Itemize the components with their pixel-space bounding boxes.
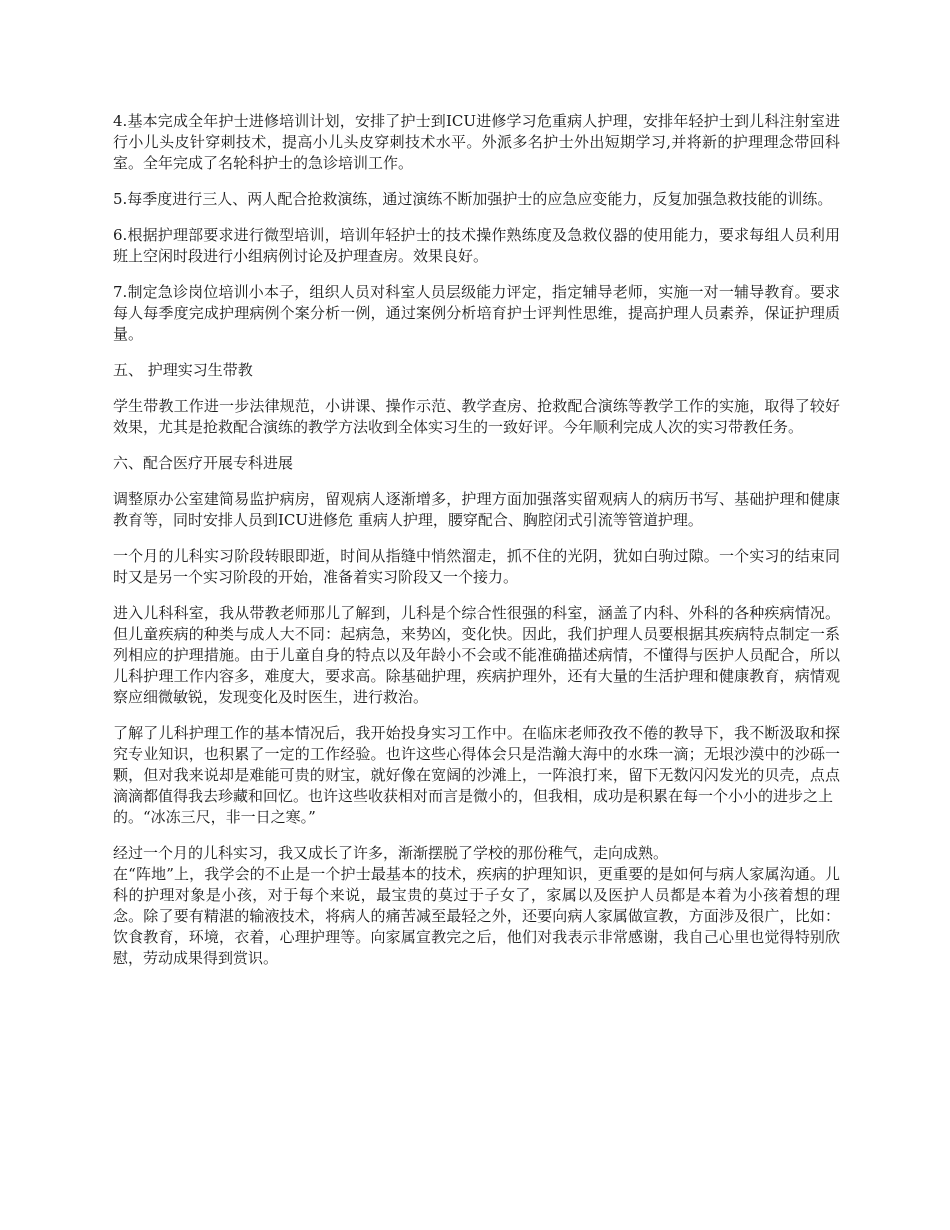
paragraph-internship-intro: 一个月的儿科实习阶段转眼即逝，时间从指缝中悄然溜走，抓不住的光阴，犹如白驹过隙。一个实习的结束同时又是另一个实习阶段的开始，准备着实习阶段又一个接力。 — [113, 547, 840, 586]
document-body — [113, 111, 840, 984]
paragraph-item-7: 7.制定急诊岗位培训小本子，组织人员对科室人员层级能力评定，指定辅导老师，实施一对一辅导教育。要求每人每季度完成护理病例个案分析一例，通过案例分析培育护士评判性思维，提高护理人员素养，保证护理质量。 — [113, 283, 840, 343]
section-heading-6: 六、配合医疗开展专科进展 — [113, 454, 294, 472]
section-heading-5: 五、 护理实习生带教 — [113, 361, 253, 379]
paragraph-item-5: 5.每季度进行三人、两人配合抢救演练，通过演练不断加强护士的应急应变能力，反复加强急救技能的训练。 — [113, 190, 833, 208]
paragraph-pediatrics-overview: 进入儿科科室，我从带教老师那儿了解到，儿科是个综合性很强的科室，涵盖了内科、外科的各种疾病情况。但儿童疾病的种类与成人大不同：起病急，来势凶，变化快。因此，我们护理人员要根据其疾病特点制定一系列相应的护理措施。由于儿童自身的特点以及年龄小不会或不能准确描述病情，不懂得与医护人员配合，所以儿科护理工作内容多，难度大，要求高。除基础护理，疾病护理外，还有大量的生活护理和健康教育，病情观察应细微敏锐，发现变化及时医生，进行救治。 — [113, 604, 840, 706]
paragraph-specialty-progress: 调整原办公室建简易监护病房，留观病人逐渐增多，护理方面加强落实留观病人的病历书写、基础护理和健康教育等，同时安排人员到ICU进修危 重病人护理，腰穿配合、胸腔闭式引流等管道护理。 — [113, 490, 840, 529]
paragraph-practice-experience: 了解了儿科护理工作的基本情况后，我开始投身实习工作中。在临床老师孜孜不倦的教导下，我不断汲取和探究专业知识，也积累了一定的工作经验。也许这些心得体会只是浩瀚大海中的水珠一滴；无垠沙漠中的沙砾一颗，但对我来说却是难能可贵的财宝，就好像在宽阔的沙滩上，一阵浪打来，留下无数闪闪发光的贝壳，点点滴滴都值得我去珍藏和回忆。也许这些收获相对而言是微小的，但我相，成功是积累在每一个小小的进步之上 的。“冰冻三尺，非一日之寒。” — [113, 724, 840, 826]
paragraph-growth-reflection: 经过一个月的儿科实习，我又成长了许多，渐渐摆脱了学校的那份稚气，走向成熟。 在“阵地”上，我学会的不止是一个护士最基本的技术，疾病的护理知识，更重要的是如何与病人家属沟通。儿科的护理对象是小孩，对于每个来说，最宝贵的莫过于子女了，家属以及医护人员都是本着为小孩着想的理念。除了要有精湛的输液技术，将病人的痛苦减至最轻之外，还要向病人家属做宣教，方面涉及很广，比如：饮食教育，环境，衣着，心理护理等。向家属宣教完之后，他们对我表示非常感谢，我自己心里也觉得特别欣慰，劳动成果得到赏识。 — [113, 844, 840, 967]
paragraph-item-4: 4.基本完成全年护士进修培训计划，安排了护士到ICU进修学习危重病人护理，安排年轻护士到儿科注射室进行小儿头皮针穿刺技术，提高小儿头皮穿刺技术水平。外派多名护士外出短期学习,并将新的护理理念带回科室。全年完成了名轮科护士的急诊培训工作。 — [113, 112, 840, 172]
paragraph-item-6: 6.根据护理部要求进行微型培训，培训年轻护士的技术操作熟练度及急救仪器的使用能力，要求每组人员利用班上空闲时段进行小组病例讨论及护理查房。效果良好。 — [113, 226, 840, 265]
paragraph-intern-teaching: 学生带教工作进一步法律规范，小讲课、操作示范、教学查房、抢救配合演练等教学工作的实施，取得了较好效果，尤其是抢救配合演练的教学方法收到全体实习生的一致好评。今年顺利完成人次的实习带教任务。 — [113, 397, 840, 436]
